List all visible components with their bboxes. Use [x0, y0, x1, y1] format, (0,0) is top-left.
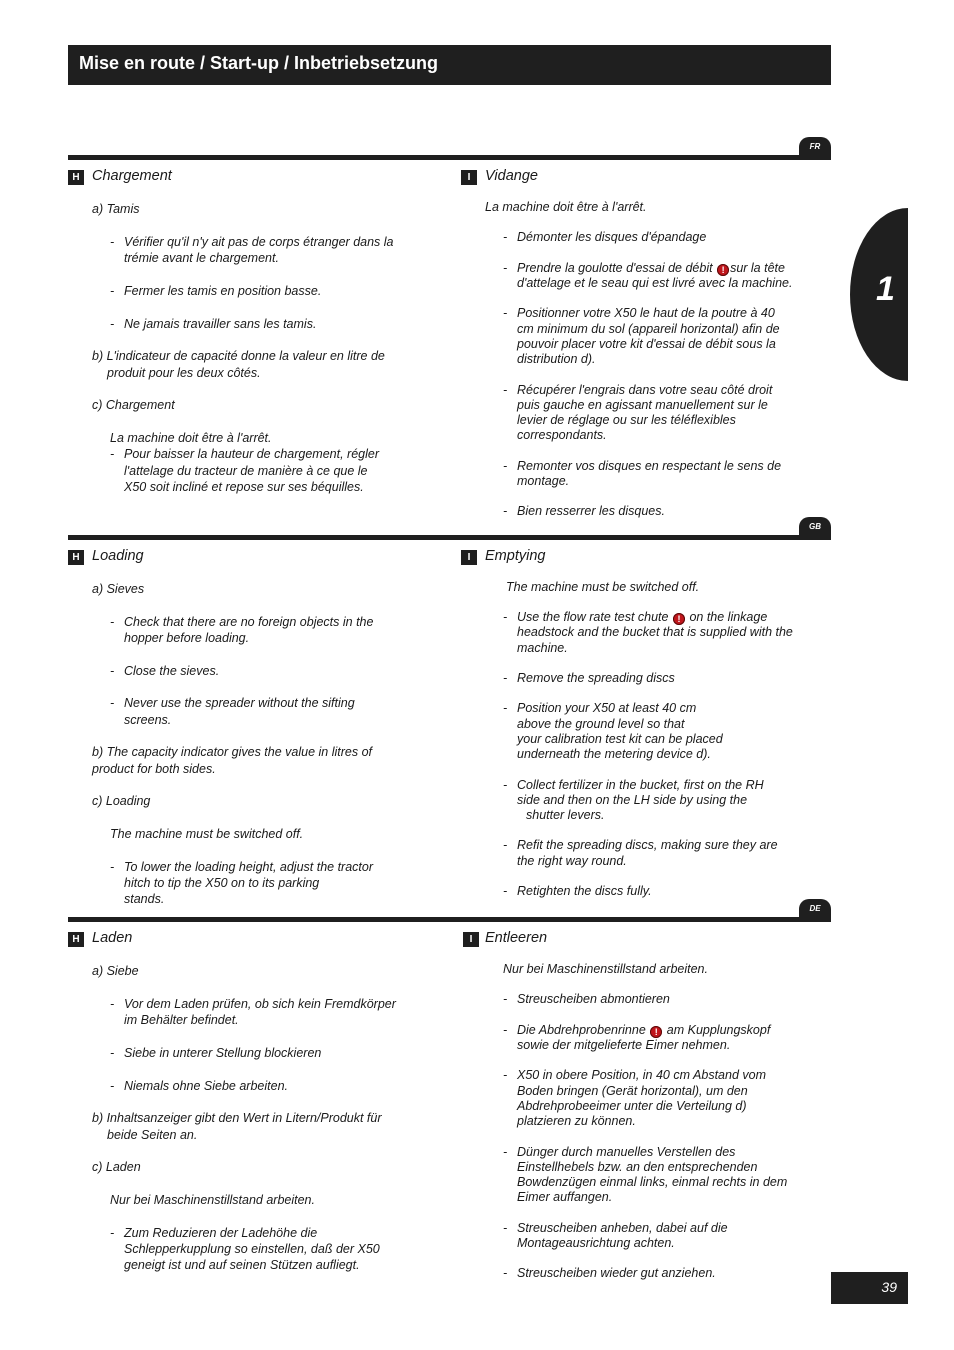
text-line: Streuscheiben abmontieren — [517, 992, 670, 1006]
text-line: b) Inhaltsanzeiger gibt den Wert in Litern/Produkt für — [92, 1111, 382, 1125]
bullet-dash: - — [110, 696, 115, 710]
section-icon-i: I — [463, 932, 479, 947]
text-line: Refit the spreading discs, making sure they are — [517, 838, 778, 852]
text-line: above the ground level so that — [517, 717, 685, 731]
text-line: The machine must be switched off. — [110, 827, 304, 841]
text-line: produit pour les deux côtés. — [107, 366, 261, 380]
bullet-dash: - — [110, 317, 115, 331]
text-line: Positionner votre X50 le haut de la poutre à 40 — [517, 306, 775, 320]
chapter-tab — [850, 208, 908, 381]
text-line: screens. — [124, 713, 172, 727]
text-line: Never use the spreader without the sifting — [124, 696, 355, 710]
text-line: To lower the loading height, adjust the tractor — [124, 860, 373, 874]
text-line: im Behälter befindet. — [124, 1013, 239, 1027]
text-line: distribution d). — [517, 352, 596, 366]
bullet-dash: - — [503, 306, 508, 320]
section-title-vidange: Vidange — [485, 168, 538, 184]
text-line: b) L'indicateur de capacité donne la valeur en litre de — [92, 349, 385, 363]
text-line: Close the sieves. — [124, 664, 220, 678]
section-icon-h: H — [68, 170, 84, 185]
text-line: headstock and the bucket that is supplied with the — [517, 625, 793, 639]
text-line: Dünger durch manuelles Verstellen des — [517, 1145, 736, 1159]
bullet-dash: - — [503, 701, 508, 715]
text-line: Vérifier qu'il n'y ait pas de corps étranger dans la — [124, 235, 394, 249]
text-line: Eimer auffangen. — [517, 1190, 613, 1204]
bullet-dash: - — [110, 664, 115, 678]
text-line — [517, 610, 767, 626]
bullet-dash: - — [503, 671, 508, 685]
text-segment: sur la tête — [730, 261, 785, 275]
section-icon-i: I — [461, 550, 477, 565]
text-line: X50 soit incliné et repose sur ses béquilles. — [124, 480, 364, 494]
text-line: puis gauche en agissant manuellement sur le — [517, 398, 768, 412]
header-bar — [68, 45, 831, 85]
bullet-dash: - — [110, 447, 115, 461]
text-line: Niemals ohne Siebe arbeiten. — [124, 1079, 288, 1093]
bullet-dash: - — [110, 1046, 115, 1060]
bullet-dash: - — [503, 992, 508, 1006]
text-line: Boden bringen (Gerät horizontal), um den — [517, 1084, 748, 1098]
text-line: underneath the metering device d). — [517, 747, 711, 761]
bullet-dash: - — [110, 284, 115, 298]
language-badge-de: DE — [799, 899, 831, 919]
text-line — [517, 1023, 770, 1039]
bullet-dash: - — [503, 1221, 508, 1235]
text-line: Check that there are no foreign objects in the — [124, 615, 374, 629]
text-line: machine. — [517, 641, 568, 655]
warning-icon: ! — [673, 613, 685, 625]
text-segment: Use the flow rate test chute — [517, 610, 669, 624]
text-line: pouvoir placer votre kit d'essai de débit sous la — [517, 337, 776, 351]
bullet-dash: - — [503, 778, 508, 792]
text-line: side and then on the LH side by using the — [517, 793, 748, 807]
text-line: c) Chargement — [92, 398, 175, 412]
text-line: Récupérer l'engrais dans votre seau côté droit — [517, 383, 773, 397]
text-segment: Die Abdrehprobenrinne — [517, 1023, 646, 1037]
text-line: Streuscheiben wieder gut anziehen. — [517, 1266, 716, 1280]
text-line: correspondants. — [517, 428, 607, 442]
text-line: c) Loading — [92, 794, 151, 808]
text-line: geneigt ist und auf seinen Stützen aufliegt. — [124, 1258, 360, 1272]
text-line: Retighten the discs fully. — [517, 884, 652, 898]
bullet-dash: - — [503, 838, 508, 852]
section-icon-h: H — [68, 550, 84, 565]
bullet-dash: - — [110, 1079, 115, 1093]
bullet-dash: - — [503, 884, 508, 898]
bullet-dash: - — [503, 610, 508, 624]
text-line: Siebe in unterer Stellung blockieren — [124, 1046, 322, 1060]
bullet-dash: - — [503, 1145, 508, 1159]
text-line: Pour baisser la hauteur de chargement, régler — [124, 447, 380, 461]
text-line: stands. — [124, 892, 165, 906]
text-line: l'attelage du tracteur de manière à ce que le — [124, 464, 368, 478]
section-title-loading: Loading — [92, 548, 144, 564]
bullet-dash: - — [503, 230, 508, 244]
text-line: Démonter les disques d'épandage — [517, 230, 707, 244]
bullet-dash: - — [110, 997, 115, 1011]
section-divider-fr — [68, 155, 831, 160]
warning-icon: ! — [717, 264, 729, 276]
text-line: hitch to tip the X50 on to its parking — [124, 876, 320, 890]
text-line: a) Sieves — [92, 582, 145, 596]
text-line: Nur bei Maschinenstillstand arbeiten. — [503, 962, 708, 976]
bullet-dash: - — [110, 860, 115, 874]
text-line: a) Tamis — [92, 202, 140, 216]
text-line: Vor dem Laden prüfen, ob sich kein Fremdkörper — [124, 997, 396, 1011]
text-line — [517, 261, 785, 277]
text-line: sowie der mitgelieferte Eimer nehmen. — [517, 1038, 731, 1052]
text-line: cm minimum du sol (appareil horizontal) afin de — [517, 322, 780, 336]
text-line: La machine doit être à l'arrêt. — [485, 200, 647, 214]
text-line: d'attelage et le seau qui est livré avec la machine. — [517, 276, 793, 290]
text-line: hopper before loading. — [124, 631, 250, 645]
section-title-emptying: Emptying — [485, 548, 546, 564]
text-line: product for both sides. — [92, 762, 216, 776]
text-line: Position your X50 at least 40 cm — [517, 701, 697, 715]
chapter-number: 1 — [876, 270, 895, 308]
text-line: shutter levers. — [526, 808, 605, 822]
page-number: 39 — [881, 1279, 897, 1295]
text-line: c) Laden — [92, 1160, 141, 1174]
text-line: levier de réglage ou sur les téléflexibles — [517, 413, 736, 427]
text-line: platzieren zu können. — [517, 1114, 636, 1128]
text-line: beide Seiten an. — [107, 1128, 198, 1142]
text-segment: on the linkage — [689, 610, 768, 624]
page-title: Mise en route / Start-up / Inbetriebsetzung — [79, 53, 439, 73]
text-line: Abdrehprobeeimer unter die Verteilung d) — [517, 1099, 747, 1113]
text-line: b) The capacity indicator gives the value in litres of — [92, 745, 372, 759]
text-segment: am Kupplungskopf — [666, 1023, 771, 1037]
language-badge-gb: GB — [799, 517, 831, 537]
section-title-laden: Laden — [92, 930, 133, 946]
bullet-dash: - — [503, 504, 508, 518]
text-line: Remove the spreading discs — [517, 671, 675, 685]
text-line: Einstellhebels bzw. an den entsprechenden — [517, 1160, 758, 1174]
section-icon-h: H — [68, 932, 84, 947]
text-line: Zum Reduzieren der Ladehöhe die — [124, 1226, 318, 1240]
bullet-dash: - — [503, 459, 508, 473]
section-title-chargement: Chargement — [92, 168, 172, 184]
bullet-dash: - — [110, 1226, 115, 1240]
warning-icon: ! — [650, 1026, 662, 1038]
text-line: montage. — [517, 474, 570, 488]
text-line: Schlepperkupplung so einstellen, daß der X50 — [124, 1242, 380, 1256]
text-line: the right way round. — [517, 854, 627, 868]
text-line: Remonter vos disques en respectant le sens de — [517, 459, 782, 473]
bullet-dash: - — [110, 615, 115, 629]
text-line: Collect fertilizer in the bucket, first on the RH — [517, 778, 764, 792]
section-title-entleeren: Entleeren — [485, 930, 548, 946]
text-line: Bowdenzügen einmal links, einmal rechts in dem — [517, 1175, 788, 1189]
section-divider-gb — [68, 535, 831, 540]
bullet-dash: - — [503, 261, 508, 275]
text-line: La machine doit être à l'arrêt. — [110, 431, 272, 445]
language-badge-fr: FR — [799, 137, 831, 157]
bullet-dash: - — [503, 1023, 508, 1037]
text-line: Streuscheiben anheben, dabei auf die — [517, 1221, 728, 1235]
text-line: Montageausrichtung achten. — [517, 1236, 675, 1250]
text-line: trémie avant le chargement. — [124, 251, 279, 265]
text-line: Fermer les tamis en position basse. — [124, 284, 322, 298]
bullet-dash: - — [503, 1266, 508, 1280]
text-segment: Prendre la goulotte d'essai de débit — [517, 261, 713, 275]
section-divider-de — [68, 917, 831, 922]
text-line: a) Siebe — [92, 964, 139, 978]
text-line: The machine must be switched off. — [506, 580, 700, 594]
bullet-dash: - — [503, 383, 508, 397]
bullet-dash: - — [503, 1068, 508, 1082]
text-line: your calibration test kit can be placed — [517, 732, 723, 746]
text-line: Ne jamais travailler sans les tamis. — [124, 317, 317, 331]
text-line: X50 in obere Position, in 40 cm Abstand vom — [517, 1068, 766, 1082]
text-line: Bien resserrer les disques. — [517, 504, 665, 518]
section-icon-i: I — [461, 170, 477, 185]
bullet-dash: - — [110, 235, 115, 249]
text-line: Nur bei Maschinenstillstand arbeiten. — [110, 1193, 315, 1207]
page-number-box — [831, 1272, 908, 1304]
